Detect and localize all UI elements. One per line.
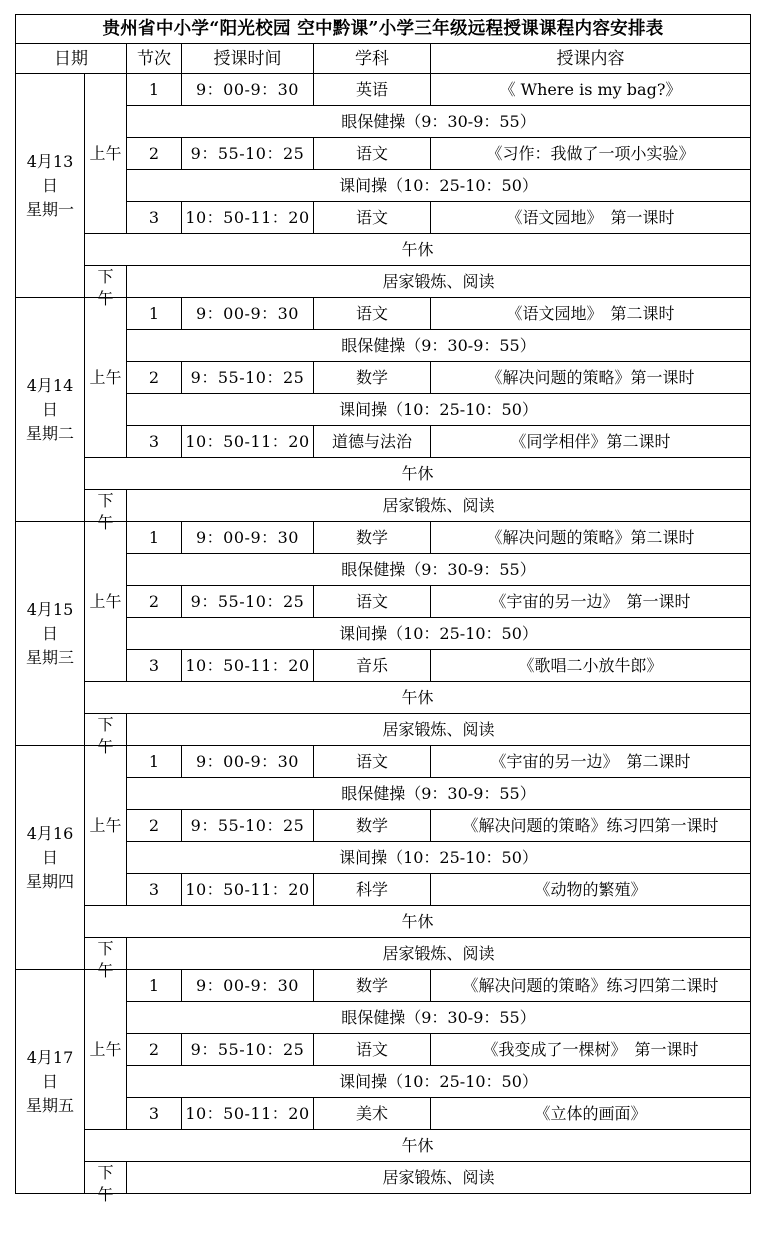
period-number: 3 — [127, 426, 182, 458]
period-number: 3 — [127, 1098, 182, 1130]
afternoon-label — [85, 1162, 127, 1204]
subject: 数学 — [314, 970, 431, 1002]
morning-label: 上午 — [85, 522, 127, 682]
table-row — [16, 202, 751, 234]
period-number: 2 — [127, 362, 182, 394]
afternoon-label-text: 下午 — [97, 1163, 114, 1204]
date-line: 4月15 — [26, 599, 74, 619]
header-period: 节次 — [127, 44, 182, 74]
table-row — [16, 682, 751, 714]
schedule-table — [15, 14, 751, 1204]
lesson-content: 《解决问题的策略》练习四第二课时 — [431, 970, 751, 1002]
schedule-sheet — [15, 14, 750, 1204]
period-number: 1 — [127, 970, 182, 1002]
subject: 语文 — [314, 1034, 431, 1066]
period-number: 2 — [127, 586, 182, 618]
afternoon-activity: 居家锻炼、阅读 — [127, 938, 751, 970]
date-day-char: 日 — [41, 399, 58, 419]
subject: 道德与法治 — [314, 426, 431, 458]
date-cell — [16, 970, 85, 1194]
table-row — [16, 874, 751, 906]
header-row — [16, 44, 751, 74]
break-recess-exercise: 课间操（10：25-10：50） — [127, 842, 751, 874]
subject: 语文 — [314, 586, 431, 618]
lesson-content: 《同学相伴》第二课时 — [431, 426, 751, 458]
period-number: 1 — [127, 298, 182, 330]
lesson-content: 《歌唱二小放牛郎》 — [431, 650, 751, 682]
date-day-char: 日 — [41, 175, 58, 195]
table-row — [16, 298, 751, 330]
table-row — [16, 522, 751, 554]
subject: 科学 — [314, 874, 431, 906]
class-time: 10：50-11：20 — [182, 650, 314, 682]
table-row — [16, 138, 751, 170]
afternoon-activity: 居家锻炼、阅读 — [127, 490, 751, 522]
class-time: 9：55-10：25 — [182, 362, 314, 394]
lesson-content: 《动物的繁殖》 — [431, 874, 751, 906]
period-number: 2 — [127, 1034, 182, 1066]
noon-rest: 午休 — [85, 1130, 751, 1162]
subject: 音乐 — [314, 650, 431, 682]
table-row — [16, 842, 751, 874]
table-row — [16, 586, 751, 618]
morning-label: 上午 — [85, 970, 127, 1130]
table-row — [16, 1162, 751, 1194]
table-row — [16, 394, 751, 426]
afternoon-activity: 居家锻炼、阅读 — [127, 266, 751, 298]
table-row — [16, 970, 751, 1002]
class-time: 9：00-9：30 — [182, 522, 314, 554]
table-row — [16, 362, 751, 394]
table-row — [16, 1002, 751, 1034]
table-row — [16, 74, 751, 106]
subject: 语文 — [314, 298, 431, 330]
table-row — [16, 714, 751, 746]
period-number: 3 — [127, 874, 182, 906]
weekday: 星期一 — [25, 199, 74, 219]
date-line: 4月16 — [26, 823, 74, 843]
date-cell — [16, 74, 85, 298]
period-number: 1 — [127, 522, 182, 554]
table-row — [16, 490, 751, 522]
break-recess-exercise: 课间操（10：25-10：50） — [127, 618, 751, 650]
class-time: 9：55-10：25 — [182, 138, 314, 170]
lesson-content: 《解决问题的策略》第一课时 — [431, 362, 751, 394]
subject: 美术 — [314, 1098, 431, 1130]
noon-rest: 午休 — [85, 234, 751, 266]
table-row — [16, 234, 751, 266]
date-line: 4月17 — [26, 1047, 74, 1067]
class-time: 10：50-11：20 — [182, 202, 314, 234]
period-number: 2 — [127, 810, 182, 842]
morning-label: 上午 — [85, 746, 127, 906]
date-day-char: 日 — [41, 847, 58, 867]
morning-label: 上午 — [85, 74, 127, 234]
lesson-content: 《宇宙的另一边》 第一课时 — [431, 586, 751, 618]
table-title: 贵州省中小学“阳光校园 空中黔课”小学三年级远程授课课程内容安排表 — [16, 15, 751, 44]
subject: 英语 — [314, 74, 431, 106]
noon-rest: 午休 — [85, 906, 751, 938]
afternoon-activity: 居家锻炼、阅读 — [127, 714, 751, 746]
table-row — [16, 554, 751, 586]
afternoon-label-text: 下午 — [97, 267, 114, 308]
date-day-char: 日 — [41, 623, 58, 643]
table-row — [16, 1130, 751, 1162]
period-number: 2 — [127, 138, 182, 170]
lesson-content: 《 Where is my bag?》 — [431, 74, 751, 106]
afternoon-label — [85, 490, 127, 532]
table-row — [16, 170, 751, 202]
period-number: 3 — [127, 650, 182, 682]
lesson-content: 《立体的画面》 — [431, 1098, 751, 1130]
afternoon-label — [85, 266, 127, 308]
weekday: 星期四 — [25, 871, 74, 891]
lesson-content: 《语文园地》 第二课时 — [431, 298, 751, 330]
weekday: 星期五 — [25, 1095, 74, 1115]
period-number: 1 — [127, 74, 182, 106]
class-time: 9：00-9：30 — [182, 970, 314, 1002]
lesson-content: 《我变成了一棵树》 第一课时 — [431, 1034, 751, 1066]
break-eye-exercise: 眼保健操（9：30-9：55） — [127, 1002, 751, 1034]
date-cell — [16, 746, 85, 970]
morning-label: 上午 — [85, 298, 127, 458]
table-row — [16, 650, 751, 682]
lesson-content: 《习作：我做了一项小实验》 — [431, 138, 751, 170]
class-time: 9：55-10：25 — [182, 586, 314, 618]
table-row — [16, 106, 751, 138]
date-line: 4月13 — [26, 151, 74, 171]
afternoon-activity: 居家锻炼、阅读 — [127, 1162, 751, 1194]
period-number: 1 — [127, 746, 182, 778]
break-eye-exercise: 眼保健操（9：30-9：55） — [127, 554, 751, 586]
table-row — [16, 426, 751, 458]
title-row — [16, 15, 751, 44]
afternoon-label-text: 下午 — [97, 939, 114, 980]
noon-rest: 午休 — [85, 458, 751, 490]
table-row — [16, 906, 751, 938]
subject: 语文 — [314, 202, 431, 234]
class-time: 9：00-9：30 — [182, 298, 314, 330]
break-recess-exercise: 课间操（10：25-10：50） — [127, 170, 751, 202]
table-row — [16, 778, 751, 810]
header-time: 授课时间 — [182, 44, 314, 74]
date-cell — [16, 522, 85, 746]
subject: 数学 — [314, 522, 431, 554]
class-time: 10：50-11：20 — [182, 874, 314, 906]
break-eye-exercise: 眼保健操（9：30-9：55） — [127, 330, 751, 362]
lesson-content: 《解决问题的策略》练习四第一课时 — [431, 810, 751, 842]
afternoon-label — [85, 938, 127, 980]
break-eye-exercise: 眼保健操（9：30-9：55） — [127, 778, 751, 810]
subject: 数学 — [314, 362, 431, 394]
table-row — [16, 618, 751, 650]
class-time: 9：55-10：25 — [182, 810, 314, 842]
table-row — [16, 938, 751, 970]
table-row — [16, 266, 751, 298]
date-cell — [16, 298, 85, 522]
weekday: 星期三 — [25, 647, 74, 667]
afternoon-label-text: 下午 — [97, 491, 114, 532]
break-recess-exercise: 课间操（10：25-10：50） — [127, 394, 751, 426]
noon-rest: 午休 — [85, 682, 751, 714]
break-eye-exercise: 眼保健操（9：30-9：55） — [127, 106, 751, 138]
header-date: 日期 — [16, 44, 127, 74]
break-recess-exercise: 课间操（10：25-10：50） — [127, 1066, 751, 1098]
subject: 语文 — [314, 746, 431, 778]
header-content: 授课内容 — [431, 44, 751, 74]
lesson-content: 《语文园地》 第一课时 — [431, 202, 751, 234]
class-time: 9：00-9：30 — [182, 74, 314, 106]
table-row — [16, 1034, 751, 1066]
date-line: 4月14 — [26, 375, 74, 395]
table-row — [16, 1066, 751, 1098]
class-time: 9：55-10：25 — [182, 1034, 314, 1066]
period-number: 3 — [127, 202, 182, 234]
date-day-char: 日 — [41, 1071, 58, 1091]
table-row — [16, 330, 751, 362]
table-row — [16, 810, 751, 842]
lesson-content: 《宇宙的另一边》 第二课时 — [431, 746, 751, 778]
subject: 语文 — [314, 138, 431, 170]
afternoon-label — [85, 714, 127, 756]
table-row — [16, 458, 751, 490]
class-time: 10：50-11：20 — [182, 426, 314, 458]
lesson-content: 《解决问题的策略》第二课时 — [431, 522, 751, 554]
weekday: 星期二 — [25, 423, 74, 443]
afternoon-label-text: 下午 — [97, 715, 114, 756]
header-subject: 学科 — [314, 44, 431, 74]
class-time: 10：50-11：20 — [182, 1098, 314, 1130]
class-time: 9：00-9：30 — [182, 746, 314, 778]
subject: 数学 — [314, 810, 431, 842]
table-row — [16, 1098, 751, 1130]
table-row — [16, 746, 751, 778]
